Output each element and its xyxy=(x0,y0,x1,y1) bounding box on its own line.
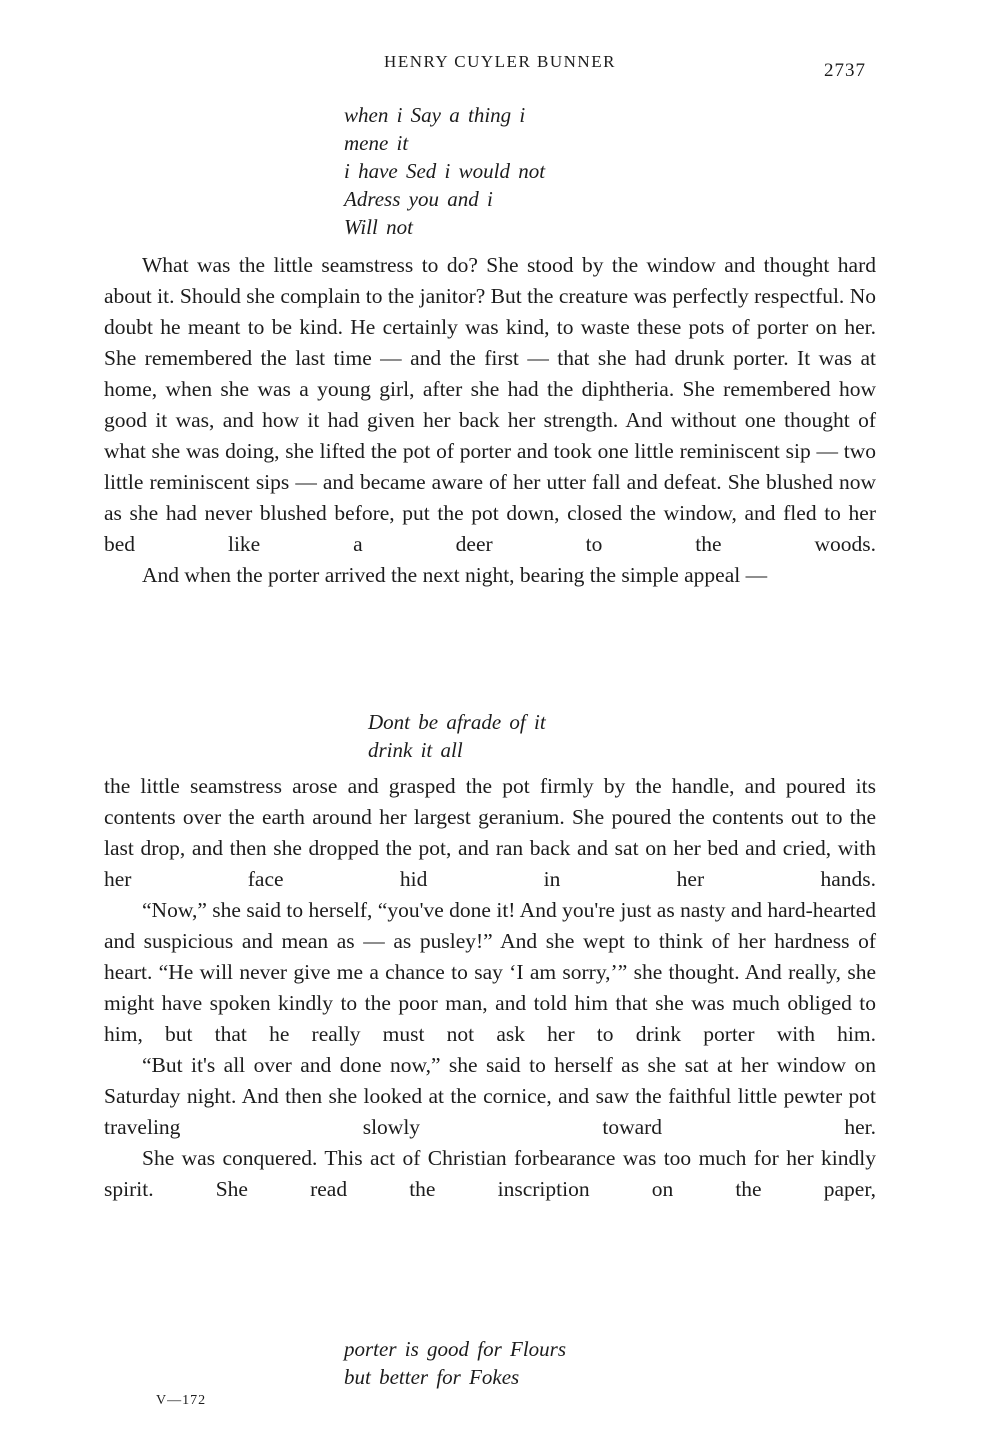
verse-line: Adress you and i xyxy=(344,187,493,211)
verse-line: Will not xyxy=(344,215,413,239)
verse-block-inscription xyxy=(344,1335,566,1391)
paragraph: And when the porter arrived the next night, bearing the simple appeal — xyxy=(142,563,768,587)
verse-line: drink it all xyxy=(368,738,463,762)
paragraph: She was conquered. This act of Christian forbearance was too much for her kindly spirit. She read the inscription on the paper, xyxy=(104,1146,876,1201)
paragraph: the little seamstress arose and grasped the pot firmly by the handle, and poured its contents over the earth around her largest geranium. She poured the contents out to the last drop, and then she dropped the pot, and ran back and sat on her bed and cried, with her face hid in her hands. xyxy=(104,774,876,891)
paragraph: “Now,” she said to herself, “you've done it! And you're just as nasty and hard-hearted and suspicious and mean as — as pusley!” And she wept to think of her hardness of heart. “He will never give me a chance to say ‘I am sorry,’” she thought. And really, she might have spoken kindly to the poor man, and told him that she was much obliged to him, but that he really must not ask her to drink porter with him. xyxy=(104,898,876,1046)
prose-block-1 xyxy=(104,250,876,591)
verse-line: mene it xyxy=(344,131,409,155)
page-number: 2737 xyxy=(824,60,866,81)
verse-line: when i Say a thing i xyxy=(344,103,526,127)
verse-line: porter is good for Flours xyxy=(344,1337,567,1361)
signature-mark: V—172 xyxy=(156,1393,207,1408)
verse-line: but better for Fokes xyxy=(344,1365,520,1389)
running-head: HENRY CUYLER BUNNER xyxy=(384,52,616,71)
verse-block-note xyxy=(344,101,545,241)
prose-block-2 xyxy=(104,771,876,1205)
paragraph: What was the little seamstress to do? She stood by the window and thought hard about it. Should she complain to the janitor? But the creature was perfectly respectful. No doubt he meant to be kind. He certainly was kind, to waste these pots of porter on her. She remembered the last time — and the first — that she had drunk porter. It was at home, when she was a young girl, after she had the diphtheria. She remembered how good it was, and how it had given her back her strength. And without one thought of what she was doing, she lifted the pot of porter and took one little reminiscent sip — two little reminiscent sips — and became aware of her utter fall and defeat. She blushed now as she had never blushed before, put the pot down, closed the window, and fled to her bed like a deer to the woods. xyxy=(104,253,876,556)
paragraph: “But it's all over and done now,” she said to herself as she sat at her window on Saturday night. And then she looked at the cornice, and saw the faithful little pewter pot traveling slowly toward her. xyxy=(104,1053,876,1139)
verse-block-appeal xyxy=(368,708,546,764)
verse-line: Dont be afrade of it xyxy=(368,710,546,734)
verse-line: i have Sed i would not xyxy=(344,159,546,183)
